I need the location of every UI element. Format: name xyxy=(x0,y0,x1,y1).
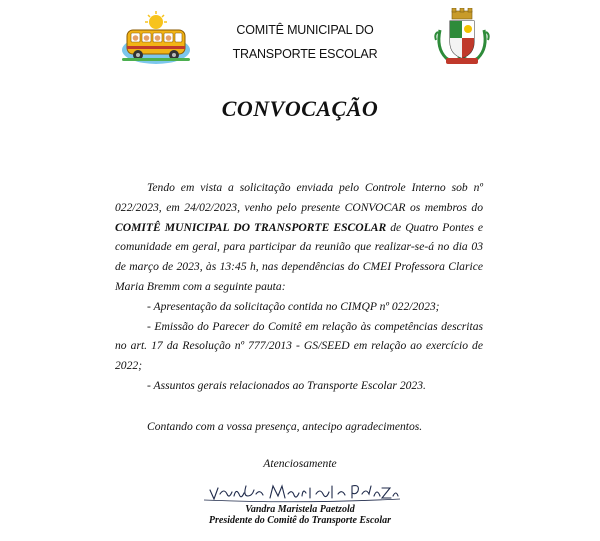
intro-paragraph xyxy=(115,178,483,297)
agenda-item: - Assuntos gerais relacionados ao Transporte Escolar 2023. xyxy=(147,378,426,392)
signer-role: Presidente do Comitê do Transporte Escolar xyxy=(208,515,392,526)
closing-paragraph: Contando com a vossa presença, antecipo agradecimentos. xyxy=(147,419,423,433)
municipal-coat-of-arms-icon xyxy=(432,8,492,68)
organization-name-line1: COMITÊ MUNICIPAL DO xyxy=(236,23,374,37)
committee-name-bold: COMITÊ MUNICIPAL DO TRANSPORTE ESCOLAR xyxy=(115,220,387,234)
signer-block xyxy=(0,504,600,526)
agenda-item: - Emissão do Parecer do Comitê em relação às competências descritas no art. 17 da Resolução nº 777/2013 - GS/SEED em relação ao exercício de 2022; xyxy=(115,319,483,373)
handwritten-signature xyxy=(196,478,406,504)
convocation-body xyxy=(115,178,483,437)
agenda-item: - Apresentação da solicitação contida no CIMQP nº 022/2023; xyxy=(147,299,440,313)
intro-text-start: Tendo em vista a solicitação enviada pelo Controle Interno sob nº 022/2023, em 24/02/2023, venho pelo presente CONVOCAR os membros do xyxy=(115,181,483,214)
regards-text: Atenciosamente xyxy=(263,457,337,470)
school-bus-logo-icon xyxy=(118,10,194,66)
intro-text-end: de Quatro Pontes e comunidade em geral, para participar da reunião que realizar-se-á no dia 03 de março de 2023, às 13:45 h, nas dependências do CMEI Professora Clarice Maria Bremm com a seguinte pauta: xyxy=(115,220,483,293)
organization-name-line2: TRANSPORTE ESCOLAR xyxy=(232,47,378,61)
organization-name xyxy=(200,18,410,66)
document-title: CONVOCAÇÃO xyxy=(221,96,379,121)
signer-name: Vandra Maristela Paetzold xyxy=(245,504,355,515)
